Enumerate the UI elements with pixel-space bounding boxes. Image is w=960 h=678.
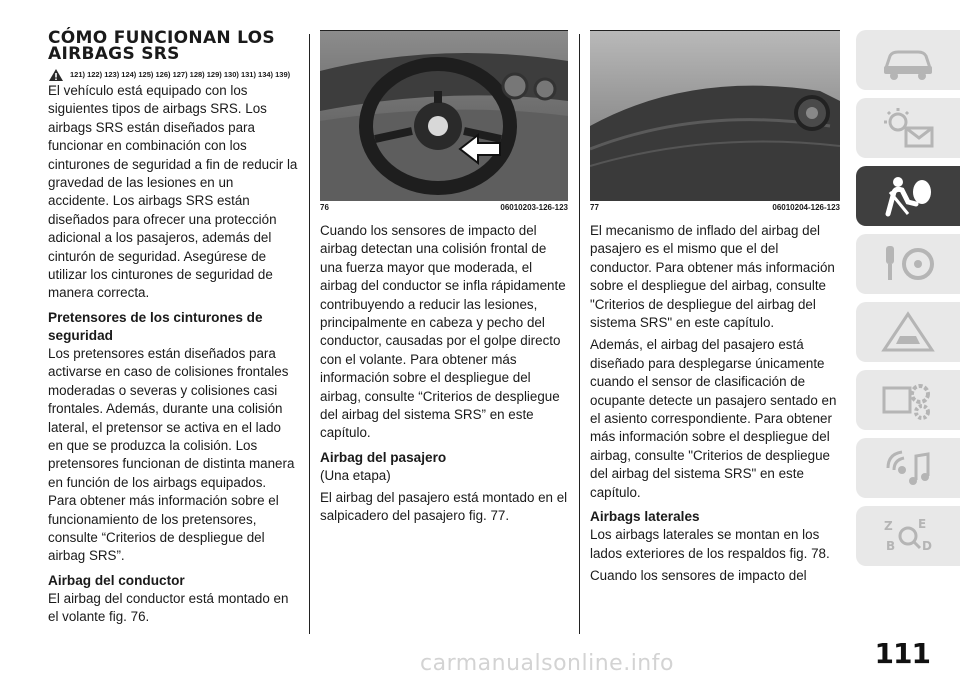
chapter-tab-index[interactable] <box>856 506 960 566</box>
warning-lights-icon <box>878 106 938 150</box>
steering-wheel-photo <box>320 31 568 201</box>
column-2 <box>320 30 568 530</box>
side-airbags-paragraph-2: Cuando los sensores de impacto del <box>590 567 807 583</box>
column-3 <box>590 30 840 589</box>
figure-76-caption <box>320 203 568 212</box>
chapter-tab-warning-lights[interactable] <box>856 98 960 158</box>
warning-triangle-icon <box>48 68 64 82</box>
passenger-airbag-subheading: (Una etapa) <box>320 467 391 483</box>
warning-references <box>48 68 298 82</box>
figure-76-image <box>320 30 568 201</box>
intro-paragraph: El vehículo está equipado con los siguientes tipos de airbags SRS. Los airbags SRS están diseñados para funcionar en combinación con los cinturones de seguridad a fin de reducir la gravedad de las lesiones en un accidente. Los airbags SRS están diseñados para ofrecer una protección adicional a los pasajeros, además del cinturón de seguridad. Asegúrese de utilizar los cinturones de seguridad de manera correcta. <box>48 83 298 301</box>
passenger-airbag-heading: Airbag del pasajero <box>320 449 447 465</box>
title-line-1: CÓMO FUNCIONAN LOS <box>48 28 275 48</box>
chapter-tab-starting-driving[interactable] <box>856 234 960 294</box>
svg-text:Z: Z <box>884 519 893 533</box>
page-number: 111 <box>874 637 930 670</box>
passenger-airbag-paragraph: El airbag del pasajero está montado en el salpicadero del pasajero fig. 77. <box>320 489 568 524</box>
section-title <box>48 30 298 62</box>
index-icon <box>878 514 938 558</box>
svg-text:B: B <box>886 539 896 553</box>
figure-77-number: 77 <box>590 203 599 212</box>
multimedia-icon <box>878 446 938 490</box>
figure-77-caption <box>590 203 840 212</box>
driver-airbag-deploy-paragraph: Cuando los sensores de impacto del airbag detectan una colisión frontal de una fuerza mayor que moderada, el airbag del conductor se infla rápidamente contribuyendo a reducir las lesiones, principalmente en cabeza y pecho del conductor, causadas por el golpe directo con el volante. Para obtener más información sobre el despliegue del airbag, consulte “Criterios de despliegue del airbag del sistema SRS” en este capítulo. <box>320 223 566 441</box>
maintenance-gears-icon <box>878 378 938 422</box>
passenger-dashboard-photo <box>590 31 840 201</box>
chapter-tab-maintenance[interactable] <box>856 370 960 430</box>
svg-text:D: D <box>922 539 932 553</box>
inflation-mechanism-paragraph: El mecanismo de inflado del airbag del pasajero es el mismo que el del conductor. Para obtener más información sobre el despliegue del airbag, consulte "Criterios de despliegue del airbag del sistema SRS" en este capítulo. <box>590 223 835 331</box>
car-icon <box>878 38 938 82</box>
occupant-sensor-paragraph: Además, el airbag del pasajero está diseñado para desplegarse únicamente cuando el sensor de clasificación de ocupante detecte un pasajero sentado en el asiento correspondiente. Para obtener más información sobre el despliegue del airbag, consulte "Criterios de despliegue del airbag del sistema SRS" en este capítulo. <box>590 337 837 500</box>
chapter-tab-vehicle[interactable] <box>856 30 960 90</box>
driver-airbag-heading: Airbag del conductor <box>48 572 185 588</box>
column-1 <box>48 30 298 631</box>
driver-airbag-paragraph: El airbag del conductor está montado en el volante fig. 76. <box>48 590 289 625</box>
side-airbags-heading: Airbags laterales <box>590 509 700 525</box>
figure-77-image <box>590 30 840 201</box>
key-steering-icon <box>878 242 938 286</box>
figure-77-code: 06010204-126-123 <box>772 203 840 212</box>
column-divider <box>309 34 310 634</box>
figure-76-number: 76 <box>320 203 329 212</box>
chapter-tab-multimedia[interactable] <box>856 438 960 498</box>
airbag-seatbelt-icon <box>878 174 938 218</box>
chapter-tab-emergency[interactable] <box>856 302 960 362</box>
warning-refs-text: 121) 122) 123) 124) 125) 126) 127) 128) 129) 130) 131) 134) 139) <box>70 70 291 79</box>
pretensioners-paragraph: Los pretensores están diseñados para activarse en caso de colisiones frontales moderadas o severas y colisiones casi frontales. Además, durante una colisión lateral, el pretensor se activa en el lado en que se produzca la colisión. Los pretensores funcionan de distinta manera en función de los airbags equipados. Para obtener más información sobre el funcionamiento de los pretensores, consulte “Criterios de despliegue del airbag SRS”. <box>48 345 295 564</box>
pretensioners-heading: Pretensores de los cinturones de seguridad <box>48 309 263 343</box>
car-crash-icon <box>878 310 938 354</box>
figure-76-code: 06010203-126-123 <box>500 203 568 212</box>
side-airbags-paragraph: Los airbags laterales se montan en los lados exteriores de los respaldos fig. 78. <box>590 527 830 561</box>
watermark: carmanualsonline.info <box>420 651 674 676</box>
chapter-tab-safety[interactable] <box>856 166 960 226</box>
column-divider <box>579 34 580 634</box>
title-line-2: AIRBAGS SRS <box>48 44 180 64</box>
svg-text:E: E <box>918 517 927 531</box>
